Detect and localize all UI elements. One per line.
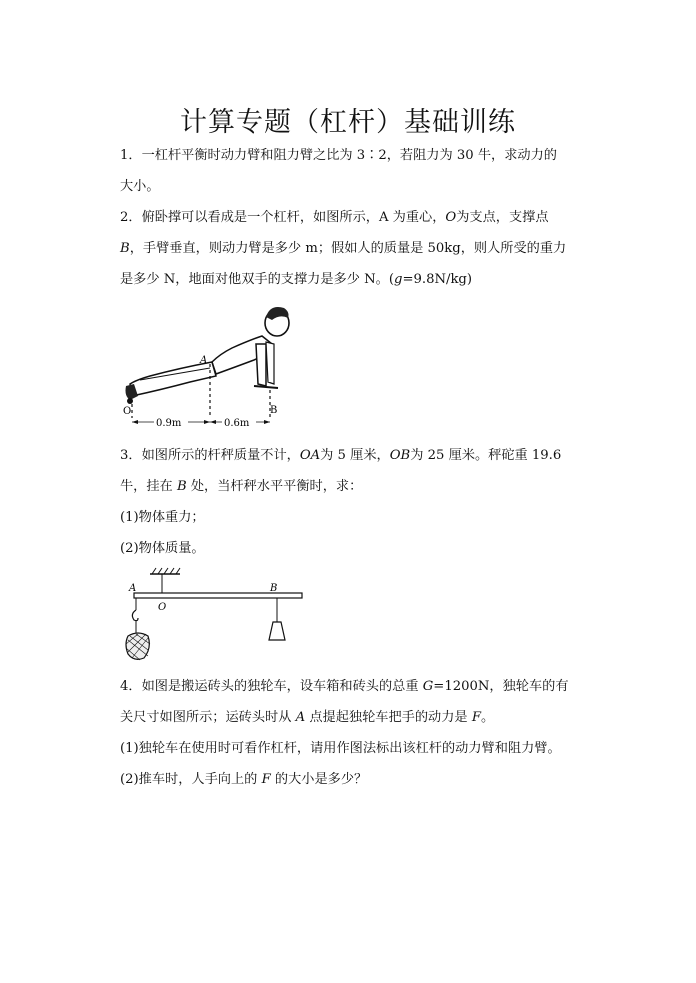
figure-label-A: A xyxy=(200,355,208,366)
q3-line-4: (2)物体质量。 xyxy=(120,541,205,556)
pushup-figure xyxy=(120,300,310,430)
q2-line-2: B，手臂垂直，则动力臂是多少 m；假如人的质量是 50kg，则人所受的重力 xyxy=(120,241,567,256)
q4-line-3: (1)独轮车在使用时可看作杠杆，请用作图法标出该杠杆的动力臂和阻力臂。 xyxy=(120,741,561,756)
page-title: 计算专题（杠杆）基础训练 xyxy=(180,107,516,138)
figure-label-B: B xyxy=(270,405,278,416)
q3-line-1: 3．如图所示的杆秤质量不计，OA为 5 厘米，OB为 25 厘米。秤砣重 19.6 xyxy=(120,448,562,463)
q2-line-1: 2．俯卧撑可以看成是一个杠杆，如图所示，A 为重心，O为支点，支撑点 xyxy=(120,210,549,225)
q2-line-3: 是多少 N，地面对他双手的支撑力是多少 N。(g=9.8N/kg) xyxy=(120,272,473,287)
q1-line-1: 1．一杠杆平衡时动力臂和阻力臂之比为 3∶2，若阻力为 30 牛，求动力的 xyxy=(120,148,557,163)
steelyard-label-B: B xyxy=(270,583,278,594)
steelyard-figure xyxy=(120,564,310,672)
figure-dim-2: 0.6m xyxy=(224,418,250,429)
figure-label-O: O xyxy=(123,406,132,417)
q4-line-2: 关尺寸如图所示；运砖头时从 A 点提起独轮车把手的动力是 F。 xyxy=(120,710,495,725)
q3-line-3: (1)物体重力； xyxy=(120,510,205,525)
steelyard-label-O: O xyxy=(158,602,167,613)
steelyard-label-A: A xyxy=(129,583,137,594)
q4-line-1: 4．如图是搬运砖头的独轮车，设车箱和砖头的总重 G=1200N，独轮车的有 xyxy=(120,679,569,694)
figure-dim-1: 0.9m xyxy=(156,418,182,429)
q3-line-2: 牛，挂在 B 处，当杆秤水平平衡时，求： xyxy=(120,479,363,494)
q1-line-2: 大小。 xyxy=(120,179,160,194)
q4-line-4: (2)推车时，人手向上的 F 的大小是多少？ xyxy=(120,772,368,787)
